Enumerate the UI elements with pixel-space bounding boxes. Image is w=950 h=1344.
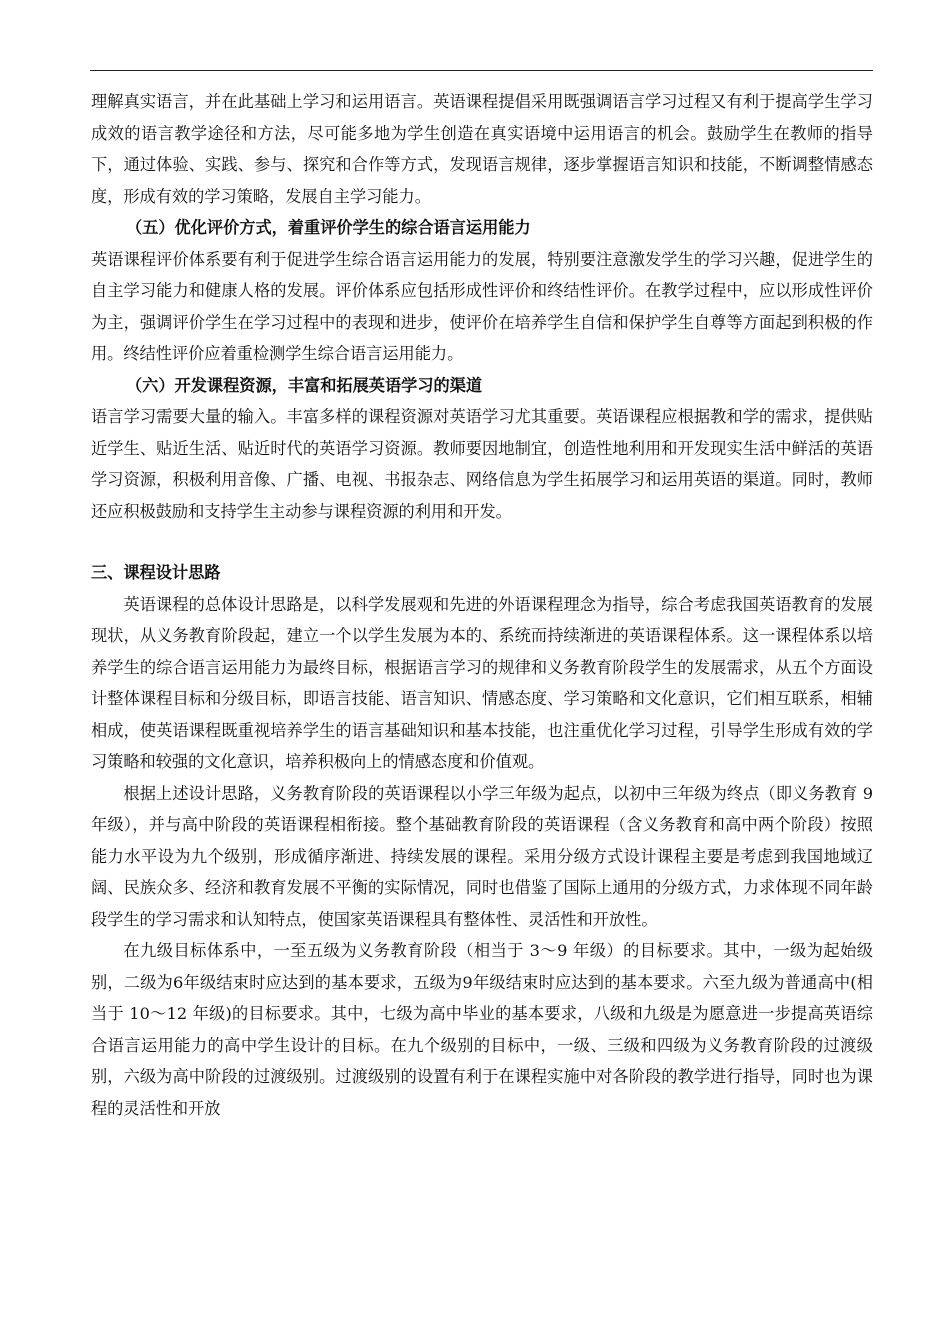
paragraph-resources: 语言学习需要大量的输入。丰富多样的课程资源对英语学习尤其重要。英语课程应根据教和学的需求，提供贴近学生、贴近生活、贴近时代的英语学习资源。教师要因地制宜，创造性地利用和开发现实生活中鲜活的英语学习资源，积极利用音像、广播、电视、书报杂志、网络信息为学生拓展学习和运用英语的渠道。同时，教师还应积极鼓励和支持学生主动参与课程资源的利用和开发。 [91, 407, 873, 521]
subsection-heading-5: （五）优化评价方式，着重评价学生的综合语言运用能力 [126, 218, 531, 237]
section-heading-3: 三、课程设计思路 [91, 563, 221, 582]
section-spacer [91, 527, 873, 557]
paragraph-continuation: 理解真实语言，并在此基础上学习和运用语言。英语课程提倡采用既强调语言学习过程又有利于提高学生学习成效的语言教学途径和方法，尽可能多地为学生创造在真实语境中运用语言的机会。鼓励学生在教师的指导下，通过体验、实践、参与、探究和合作等方式，发现语言规律，逐步掌握语言知识和技能，不断调整情感态度，形成有效的学习策略，发展自主学习能力。 [91, 92, 873, 206]
paragraph-design-levels: 根据上述设计思路，义务教育阶段的英语课程以小学三年级为起点，以初中三年级为终点（即义务教育 9 年级），并与高中阶段的英语课程相衔接。整个基础教育阶段的英语课程（含义务教育和高中两个阶段）按照能力水平设为九个级别，形成循序渐进、持续发展的课程。采用分级方式设计课程主要是考虑到我国地域辽阔、民族众多、经济和教育发展不平衡的实际情况，同时也借鉴了国际上通用的分级方式，力求体现不同年龄段学生的学习需求和认知特点，使国家英语课程具有整体性、灵活性和开放性。 [91, 783, 873, 929]
paragraph-evaluation: 英语课程评价体系要有利于促进学生综合语言运用能力的发展，特别要注意激发学生的学习兴趣，促进学生的自主学习能力和健康人格的发展。评价体系应包括形成性评价和终结性评价。在教学过程中，应以形成性评价为主，强调评价学生在学习过程中的表现和进步，使评价在培养学生自信和保护学生自尊等方面起到积极的作用。终结性评价应着重检测学生综合语言运用能力。 [91, 249, 873, 363]
document-body [91, 86, 873, 1124]
subsection-heading-6: （六）开发课程资源，丰富和拓展英语学习的渠道 [126, 375, 483, 395]
header-rule [90, 70, 873, 71]
paragraph-design-overview: 英语课程的总体设计思路是，以科学发展观和先进的外语课程理念为指导，综合考虑我国英语教育的发展现状，从义务教育阶段起，建立一个以学生发展为本的、系统而持续渐进的英语课程体系。这一课程体系以培养学生的综合语言运用能力为最终目标，根据语言学习的规律和义务教育阶段学生的发展需求，从五个方面设计整体课程目标和分级目标，即语言技能、语言知识、情感态度、学习策略和文化意识，它们相互联系，相辅相成，使英语课程既重视培养学生的语言基础知识和基本技能，也注重优化学习过程，引导学生形成有效的学习策略和较强的文化意识，培养积极向上的情感态度和价值观。 [91, 594, 873, 771]
paragraph-nine-levels: 在九级目标体系中，一至五级为义务教育阶段（相当于 3～9 年级）的目标要求。其中，一级为起始级别，二级为6年级结束时应达到的基本要求，五级为9年级结束时应达到的基本要求。六至九级为普通高中(相当于 10～12 年级)的目标要求。其中，七级为高中毕业的基本要求，八级和九级是为愿意进一步提高英语综合语言运用能力的高中学生设计的目标。在九个级别的目标中，一级、三级和四级为义务教育阶段的过渡级别，六级为高中阶段的过渡级别。过渡级别的设置有利于在课程实施中对各阶段的教学进行指导，同时也为课程的灵活性和开放 [91, 941, 873, 1118]
